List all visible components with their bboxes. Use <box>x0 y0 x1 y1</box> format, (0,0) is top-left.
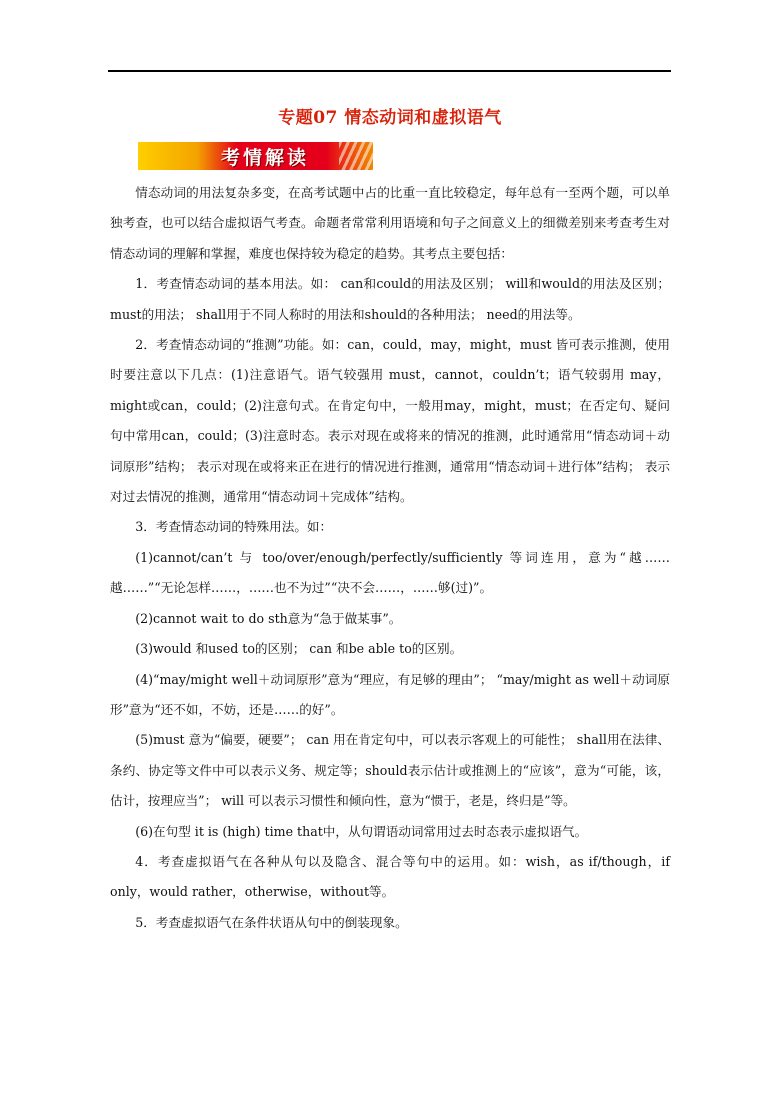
paragraph-point-3: 3．考查情态动词的特殊用法。如： <box>135 519 333 535</box>
header-rule <box>108 70 671 72</box>
paragraph-point-3-6: (6)在句型 it is (high) time that中，从句谓语动词常用过去时态表示虚拟语气。 <box>135 823 588 839</box>
section-banner <box>138 142 373 170</box>
paragraph-point-3-2: (2)cannot wait to do sth意为“急于做某事”。 <box>135 610 402 626</box>
paragraph-intro: 情态动词的用法复杂多变，在高考试题中占的比重一直比较稳定，每年总有一至两个题，可以单独考查，也可以结合虚拟语气考查。命题者常常利用语境和句子之间意义上的细微差别来考查考生对情态动词的理解和掌握，难度也保持较为稳定的趋势。其考点主要包括： <box>110 185 670 261</box>
paragraph-point-3-1: (1)cannot/can’t 与 too/over/enough/perfectly/sufficiently 等词连用，意为“越……越……”“无论怎样……，……也不为过”“决不会……，……够(过)”。 <box>110 549 670 596</box>
paragraph-point-3-4: (4)“may/might well＋动词原形”意为“理应，有足够的理由”； “may/might as well＋动词原形”意为“还不如，不妨，还是……的好”。 <box>110 671 670 717</box>
paragraph-point-5: 5．考查虚拟语气在条件状语从句中的倒装现象。 <box>135 914 408 930</box>
document-body <box>110 178 670 938</box>
paragraph-point-4: 4．考查虚拟语气在各种从句以及隐含、混合等句中的运用。如：wish，as if/though，if only，would rather，otherwise，without等。 <box>110 853 670 900</box>
banner-stripes-decoration <box>339 142 373 170</box>
paragraph-point-3-3: (3)would 和used to的区别； can 和be able to的区别。 <box>135 641 463 657</box>
paragraph-point-3-5: (5)must 意为“偏要，硬要”； can 用在肯定句中，可以表示客观上的可能性； shall用在法律、条约、协定等文件中可以表示义务、规定等；should表示估计或推测上的“应该”，意为“可能，该，估计，按理应当”； will 可以表示习惯性和倾向性，意为“惯于，老是，终归是”等。 <box>110 732 670 809</box>
document-title: 专题07 情态动词和虚拟语气 <box>278 108 502 128</box>
section-banner-label: 考情解读 <box>220 146 309 169</box>
paragraph-point-1: 1．考查情态动词的基本用法。如： can和could的用法及区别； will和would的用法及区别； must的用法； shall用于不同人称时的用法和should的各种用法； need的用法等。 <box>110 276 670 322</box>
paragraph-point-2: 2．考查情态动词的“推测”功能。如：can，could，may，might，must 皆可表示推测，使用时要注意以下几点：(1)注意语气。语气较强用 must，cannot，couldn’t；语气较弱用 may，might或can，could；(2)注意句式。在肯定句中，一般用may，might，must；在否定句、疑问句中常用can，could；(3)注意时态。表示对现在或将来的情况的推测，此时通常用“情态动词＋动词原形”结构； 表示对现在或将来正在进行的情况进行推测，通常用“情态动词＋进行体”结构； 表示对过去情况的推测，通常用“情态动词＋完成体”结构。 <box>110 337 670 505</box>
